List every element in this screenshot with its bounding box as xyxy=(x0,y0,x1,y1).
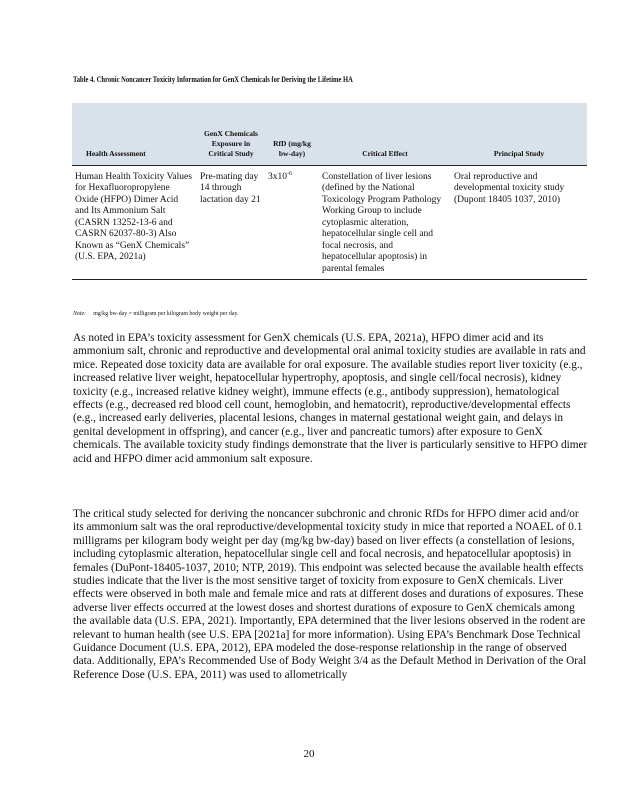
toxicity-table-grid xyxy=(72,103,587,280)
header-exposure: GenX Chemicals Exposure in Critical Study xyxy=(197,103,265,165)
cell-rfd xyxy=(265,165,319,280)
body-paragraph-1: As noted in EPA’s toxicity assessment for GenX chemicals (U.S. EPA, 2021a), HFPO dimer acid and its ammonium salt, chronic and reproductive and developmental oral animal toxicity studies are available in rats and mice. Repeated dose toxicity data are available for oral exposure. The available studies report liver toxicity (e.g., increased relative liver weight, hepatocellular hypertrophy, apoptosis, and single cell/focal necrosis), kidney toxicity (e.g., increased relative kidney weight), immune effects (e.g., antibody suppression), hematological effects (e.g., decreased red blood cell count, hemoglobin, and hematocrit), reproductive/developmental effects (e.g., increased early deliveries, placental lesions, changes in maternal gestational weight gain, and delays in genital development in offspring), and cancer (e.g., liver and pancreatic tumors) after exposure to GenX chemicals. The available toxicity study findings demonstrate that the liver is particularly sensitive to HFPO dimer acid and HFPO dimer acid ammonium salt exposure. xyxy=(73,332,588,465)
table-row xyxy=(72,165,587,280)
page-number: 20 xyxy=(303,748,315,760)
header-principal-study: Principal Study xyxy=(451,103,587,165)
table-note xyxy=(73,310,238,317)
rfd-exponent: -6 xyxy=(287,170,292,177)
note-text: mg/kg bw-day = milligram per kilogram body weight per day. xyxy=(93,310,239,317)
header-critical-effect: Critical Effect xyxy=(319,103,451,165)
note-label: Note: xyxy=(73,310,87,317)
table-caption: Table 4. Chronic Noncancer Toxicity Information for GenX Chemicals for Deriving the Lifetime HA xyxy=(73,75,353,84)
toxicity-table xyxy=(72,103,587,280)
header-health-assessment: Health Assessment xyxy=(72,103,197,165)
rfd-value: 3x10 xyxy=(268,171,287,182)
cell-critical-effect: Constellation of liver lesions (defined by the National Toxicology Program Pathology Working Group to include cytoplasmic alteration, hepatocellular single cell and focal necrosis, and hepatocellular apoptosis) in parental females xyxy=(319,165,451,280)
header-rfd: RfD (mg/kg bw-day) xyxy=(265,103,319,165)
body-paragraph-2: The critical study selected for deriving the noncancer subchronic and chronic RfDs for HFPO dimer acid and/or its ammonium salt was the oral reproductive/developmental toxicity study in mice that reported a NOAEL of 0.1 milligrams per kilogram body weight per day (mg/kg bw-day) based on liver effects (a constellation of lesions, including cytoplasmic alteration, hepatocellular single cell and focal necrosis, and hepatocellular apoptosis) in females (DuPont-18405-1037, 2010; NTP, 2019). This endpoint was selected because the available health effects studies indicate that the liver is the most sensitive target of toxicity from exposure to GenX chemicals. Liver effects were observed in both male and female mice and rats at different doses and durations of exposures. These adverse liver effects occurred at the lowest doses and shortest durations of exposure to GenX chemicals among the available data (U.S. EPA, 2021). Importantly, EPA determined that the liver lesions observed in the rodent are relevant to human health (see U.S. EPA [2021a] for more information). Using EPA’s Benchmark Dose Technical Guidance Document (U.S. EPA, 2012), EPA modeled the dose-response relationship in the range of observed data. Additionally, EPA’s Recommended Use of Body Weight 3/4 as the Default Method in Derivation of the Oral Reference Dose (U.S. EPA, 2011) was used to allometrically xyxy=(73,508,587,681)
cell-principal-study: Oral reproductive and developmental toxicity study (Dupont 18405 1037, 2010) xyxy=(451,165,587,280)
cell-health-assessment: Human Health Toxicity Values for Hexafluoropropylene Oxide (HFPO) Dimer Acid and Its Ammonium Salt (CASRN 13252-13-6 and CASRN 62037-80-3) Also Known as “GenX Chemicals” (U.S. EPA, 2021a) xyxy=(72,165,197,280)
cell-exposure: Pre-mating day 14 through lactation day 21 xyxy=(197,165,265,280)
table-header-row xyxy=(72,103,587,165)
